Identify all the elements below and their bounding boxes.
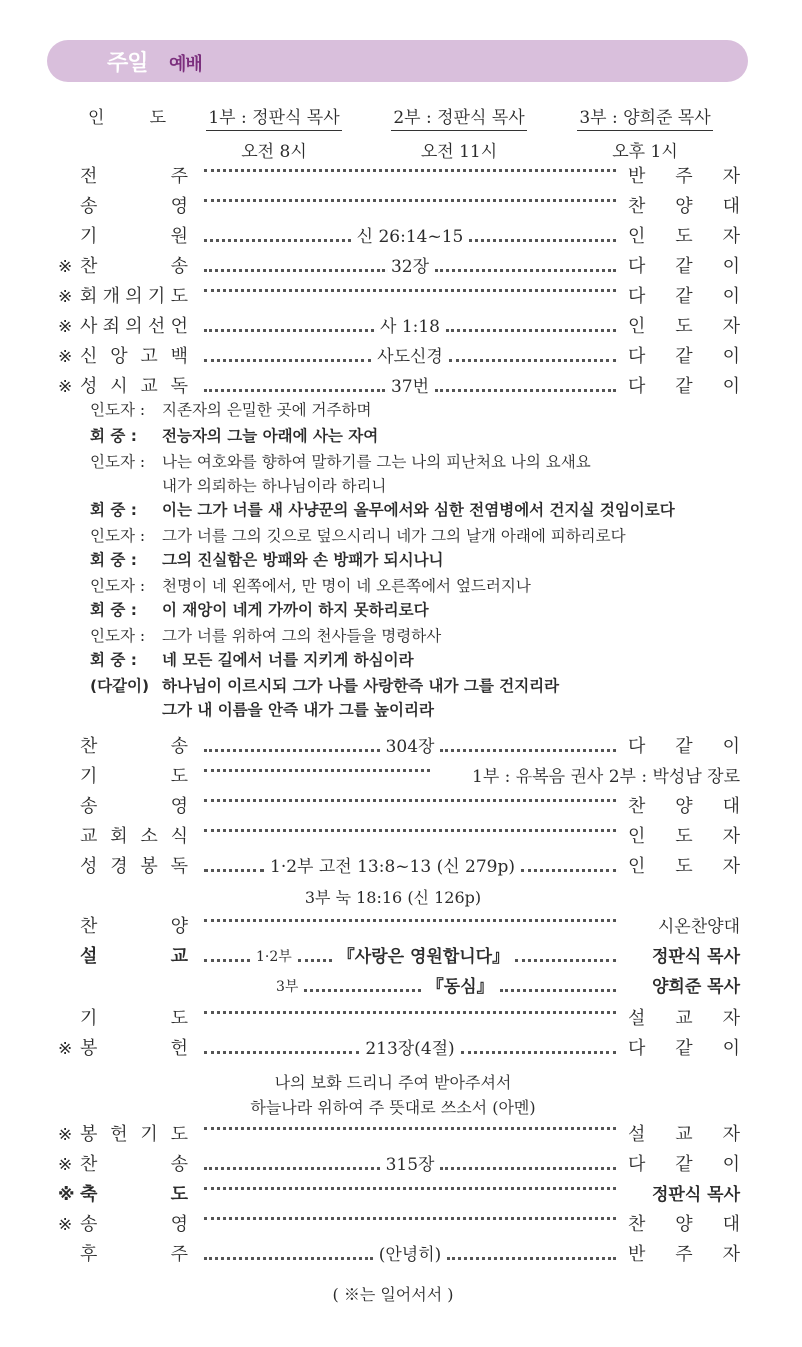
scripture-sub: 3부 눅 18:16 (신 126p) [304,888,482,907]
order-item-content: 신 26:14~15 [204,223,616,251]
introit-service-1: 1부 : 정판식 목사 오전 8시 [201,103,347,162]
order-item-label: 회 개 의 기 도 [80,286,188,307]
order-item-content: 32장 [204,253,616,281]
order-hymn-2: ※ 찬 송 315장 다 같 이 [58,1154,740,1175]
order-doxology-2: ※ 송 영 찬 양 대 [58,1214,740,1235]
reading-speaker: 회 중 : [90,427,137,445]
reading-speaker: 회 중 : [90,651,137,669]
order-postlude: 후 주 (안녕히) 반 주 자 [80,1244,740,1265]
order-sermon: 설 교 1·2부 『사랑은 영원합니다』 정판식 목사 [80,946,740,967]
order-item [58,163,740,191]
order-prayer-2: 기 도 설 교 자 [80,1008,740,1029]
reading-speaker: 회 중 : [90,601,137,619]
order-item [58,343,740,371]
introit-row [0,103,802,163]
introit-service-3: 3부 : 양희준 목사 오후 1시 [570,103,720,162]
reading-speaker: 인도자 : [90,527,146,545]
reading-text: 천명이 네 왼쪽에서, 만 명이 네 오른쪽에서 엎드러지나 [162,577,531,595]
standing-mark: ※ [58,347,73,367]
order-item [58,283,740,311]
reading-text: 그의 진실함은 방패와 손 방패가 되시나니 [162,551,444,569]
reading-speaker: 인도자 : [90,401,146,419]
reading-speaker: (다같이) [90,677,150,695]
reading-speaker: 인도자 : [90,577,146,595]
order-item-content: 37번 [204,373,616,401]
reading-text: 나는 여호와를 향하여 말하기를 그는 나의 피난처요 나의 요새요 [162,453,591,471]
order-item [58,253,740,281]
reading-text: 네 모든 길에서 너를 지키게 하심이라 [162,651,414,669]
reading-text: 그가 내 이름을 안즉 내가 그를 높이리라 [162,701,434,719]
order-hymn: 찬 송 304장 다 같 이 [80,736,740,757]
order-item-who: 인 도 자 [628,226,740,247]
reading-speaker: 회 중 : [90,551,137,569]
order-item-who: 다 같 이 [628,376,740,397]
order-item-who: 다 같 이 [628,346,740,367]
order-item-content [204,163,616,172]
standing-mark: ※ [58,257,73,277]
standing-mark: ※ [58,287,73,307]
order-item [58,193,740,221]
header-title-sunday: 주일 [107,51,148,76]
reading-text: 이는 그가 너를 새 사냥꾼의 올무에서와 심한 전염병에서 건지실 것임이로다 [162,501,675,519]
order-sermon-3rd: 3부 『동심』 양희준 목사 [276,977,740,997]
order-benediction: ※ 축 도 정판식 목사 [58,1184,740,1205]
reading-speaker: 인도자 : [90,453,146,471]
reading-speaker: 회 중 : [90,501,137,519]
order-item [58,223,740,251]
order-church-news: 교 회 소 식 인 도 자 [80,826,740,847]
order-item-who: 다 같 이 [628,256,740,277]
introit-service-2: 2부 : 정판식 목사 오전 11시 [384,103,534,162]
standing-mark: ※ [58,317,73,337]
reading-text: 내가 의뢰하는 하나님이라 하리니 [162,477,387,495]
order-item-label: 전 주 [80,166,188,187]
order-offering: ※ 봉 헌 213장(4절) 다 같 이 [58,1038,740,1059]
reading-text: 하나님이 이르시되 그가 나를 사랑한즉 내가 그를 건지리라 [162,677,560,695]
order-item-content [204,193,616,202]
reading-speaker: 인도자 : [90,627,146,645]
order-item-who: 인 도 자 [628,316,740,337]
order-item [58,373,740,401]
order-item-who: 반 주 자 [628,166,740,187]
order-item-label: 기 원 [80,226,188,247]
order-item-content: 사도신경 [204,343,616,371]
section-header [47,40,748,82]
order-item-label: 신 앙 고 백 [80,346,188,367]
reading-text: 이 재앙이 네게 가까이 하지 못하리로다 [162,601,429,619]
order-offering-prayer: ※ 봉 헌 기 도 설 교 자 [58,1124,740,1145]
introit-label: 인 도 [88,108,166,128]
header-title-worship: 예배 [169,54,202,75]
reading-text: 그가 너를 그의 깃으로 덮으시리니 네가 그의 날개 아래에 피하리로다 [162,527,626,545]
order-item-who: 다 같 이 [628,286,740,307]
order-item-label: 송 영 [80,196,188,217]
order-prayer: 기 도 1부 : 유복음 권사 2부 : 박성남 장로 [80,766,740,787]
offering-text-1: 나의 보화 드리니 주여 받아주셔서 [274,1073,512,1092]
order-item-label: 성 시 교 독 [80,376,188,397]
order-item-content [204,283,616,292]
order-item-label: 사 죄 의 선 언 [80,316,188,337]
order-item [58,313,740,341]
standing-mark: ※ [58,377,73,397]
footnote: ( ※는 일어서서 ) [332,1285,454,1304]
order-doxology: 송 영 찬 양 대 [80,796,740,817]
order-item-label: 찬 송 [80,256,188,277]
order-item-who: 찬 양 대 [628,196,740,217]
order-scripture: 성 경 봉 독 1·2부 고전 13:8~13 (신 279p) 인 도 자 [80,856,740,877]
order-item-content: 사 1:18 [204,313,616,341]
reading-text: 그가 너를 위하여 그의 천사들을 명령하사 [162,627,442,645]
offering-text-2: 하늘나라 위하여 주 뜻대로 쓰소서 (아멘) [250,1098,536,1117]
order-anthem: 찬 양 시온찬양대 [80,916,740,937]
reading-text: 전능자의 그늘 아래에 사는 자여 [162,427,379,445]
reading-text: 지존자의 은밀한 곳에 거주하며 [162,401,372,419]
